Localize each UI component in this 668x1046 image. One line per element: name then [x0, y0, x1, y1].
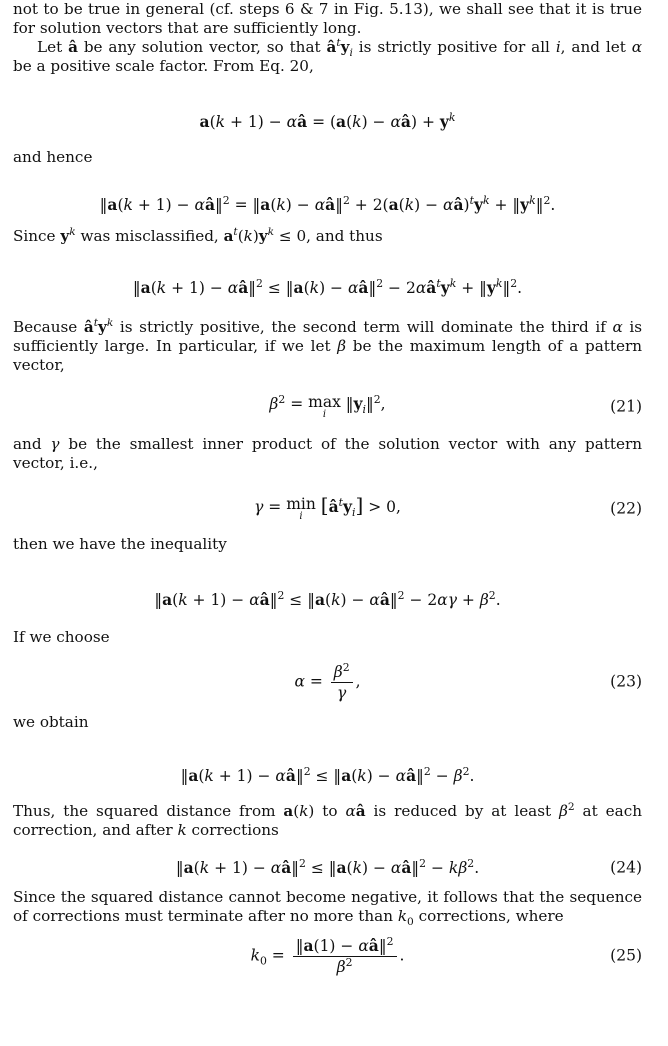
paragraph-9	[13, 713, 642, 732]
equation-number-23: (23)	[610, 672, 642, 691]
paragraph-8	[13, 628, 642, 647]
text-p5b: is strictly positive, the second term will dominate the third if	[113, 318, 613, 336]
equation-25: $k_0$ = $\frac{‖a(1) - \alpha â‖^2}{\beta^2}$ . (25)	[250, 934, 642, 976]
paragraph-5: Because $â^ty^k$ is strictly positive, the second term will dominate the third if α is sufficiently large. In particular, if we let β be the maximum length of a pattern vector,	[13, 315, 642, 374]
text-p4c: , and thus	[306, 227, 383, 245]
text-p2c: is strictly positive for all	[352, 38, 556, 56]
text-p2e: be a positive scale factor. From Eq. 20,	[13, 57, 314, 75]
text-p10b: to	[314, 802, 346, 820]
equation-22: γ = min i $[â^ty_i] > 0$, (22)	[254, 493, 642, 522]
text-p6b: be the smallest inner product of the solution vector with any pattern vector, i.e.,	[13, 435, 642, 472]
equation-23: α = $\frac{\beta^2}{\gamma}$ , (23)	[294, 660, 642, 702]
text-p2d: , and let	[560, 38, 632, 56]
paragraph-6: and γ be the smallest inner product of the solution vector with any pattern vector, i.e.,	[13, 435, 642, 472]
text-p11b: corrections, where	[413, 907, 564, 925]
equation-21: $\beta^2 = \max$ i $‖y_i‖^2$, (21)	[269, 392, 642, 420]
paragraph-3	[13, 148, 642, 167]
equation-number-24: (24)	[610, 858, 642, 877]
text-p6a: and	[13, 435, 51, 453]
text-p5c: is sufficiently large. In particular, if we let	[13, 318, 642, 355]
equation-number-22: (22)	[610, 499, 642, 518]
paragraph-4: Since $y^k$ was misclassified, $a^t(k)y^k \le 0$, and thus	[13, 224, 383, 245]
text-p10c: is reduced by at least	[365, 802, 560, 820]
text-p9: we obtain	[13, 713, 89, 731]
text-p2a: Let	[37, 38, 69, 56]
equation-number-25: (25)	[610, 946, 642, 965]
text-p10a: Thus, the squared distance from	[13, 802, 284, 820]
paragraph-2: Let â be any solution vector, so that $â^ty_i$ is strictly positive for all i, and let α be a positive scale factor. From Eq. 20,	[13, 35, 642, 75]
text-p2b: be any solution vector, so that	[77, 38, 327, 56]
text-p11a: Since the squared distance cannot become negative, it follows that the sequence of corrections must terminate after no more than	[13, 888, 642, 925]
text-p8: If we choose	[13, 628, 110, 646]
equation-norm-ineq-2: ‖a(k + 1) − αâ‖$^2$ ≤ ‖a(k) − αâ‖$^2$ − $2\alpha\gamma + \beta^2$.	[154, 588, 501, 609]
text-p7: then we have the inequality	[13, 535, 227, 553]
equation-number-21: (21)	[610, 397, 642, 416]
paragraph-10: Thus, the squared distance from a(k) to αâ is reduced by at least $\beta^2$ at each correction, and after k corrections	[13, 799, 642, 839]
equation-24: ‖a(k + 1) − αâ‖$^2$ ≤ ‖a(k) − αâ‖$^2$ − $k\beta^2$. (24)	[175, 856, 642, 877]
text-p1: not to be true in general (cf. steps 6 & 7 in Fig. 5.13), we shall see that it is true for solution vectors that are sufficiently long.	[13, 0, 642, 37]
paragraph-1	[13, 0, 642, 38]
equation-norm-expand: ‖a(k + 1) − αâ‖$^2$ = ‖a(k) − αâ‖$^2$ + $2(a(k) - \alpha â)^ty^k$ + $‖y^k‖^2$.	[99, 193, 556, 214]
text-p5d: be the maximum length of a pattern vector,	[13, 337, 642, 374]
equation-norm-ineq-3: ‖a(k + 1) − αâ‖$^2$ ≤ ‖a(k) − αâ‖$^2$ − $\beta^2$.	[180, 764, 475, 785]
equation-norm-ineq-1: ‖a(k + 1) − αâ‖$^2$ ≤ ‖a(k) − αâ‖$^2$ − $2\alpha â^ty^k$ + $‖y^k‖^2$.	[132, 276, 523, 297]
text-p10e: corrections	[186, 821, 279, 839]
page	[13, 0, 642, 978]
equation-update: a(k + 1) − αâ = (a(k) − αâ) + $y^k$	[199, 110, 456, 131]
paragraph-7	[13, 535, 642, 554]
text-p10d: at each correction, and after	[13, 802, 642, 839]
paragraph-11: Since the squared distance cannot become negative, it follows that the sequence of corrections must terminate after no more than $k_0$ corrections, where	[13, 888, 642, 929]
text-p3: and hence	[13, 148, 93, 166]
text-p4a: Since	[13, 227, 61, 245]
text-p4b: was misclassified,	[75, 227, 224, 245]
text-p5a: Because	[13, 318, 84, 336]
